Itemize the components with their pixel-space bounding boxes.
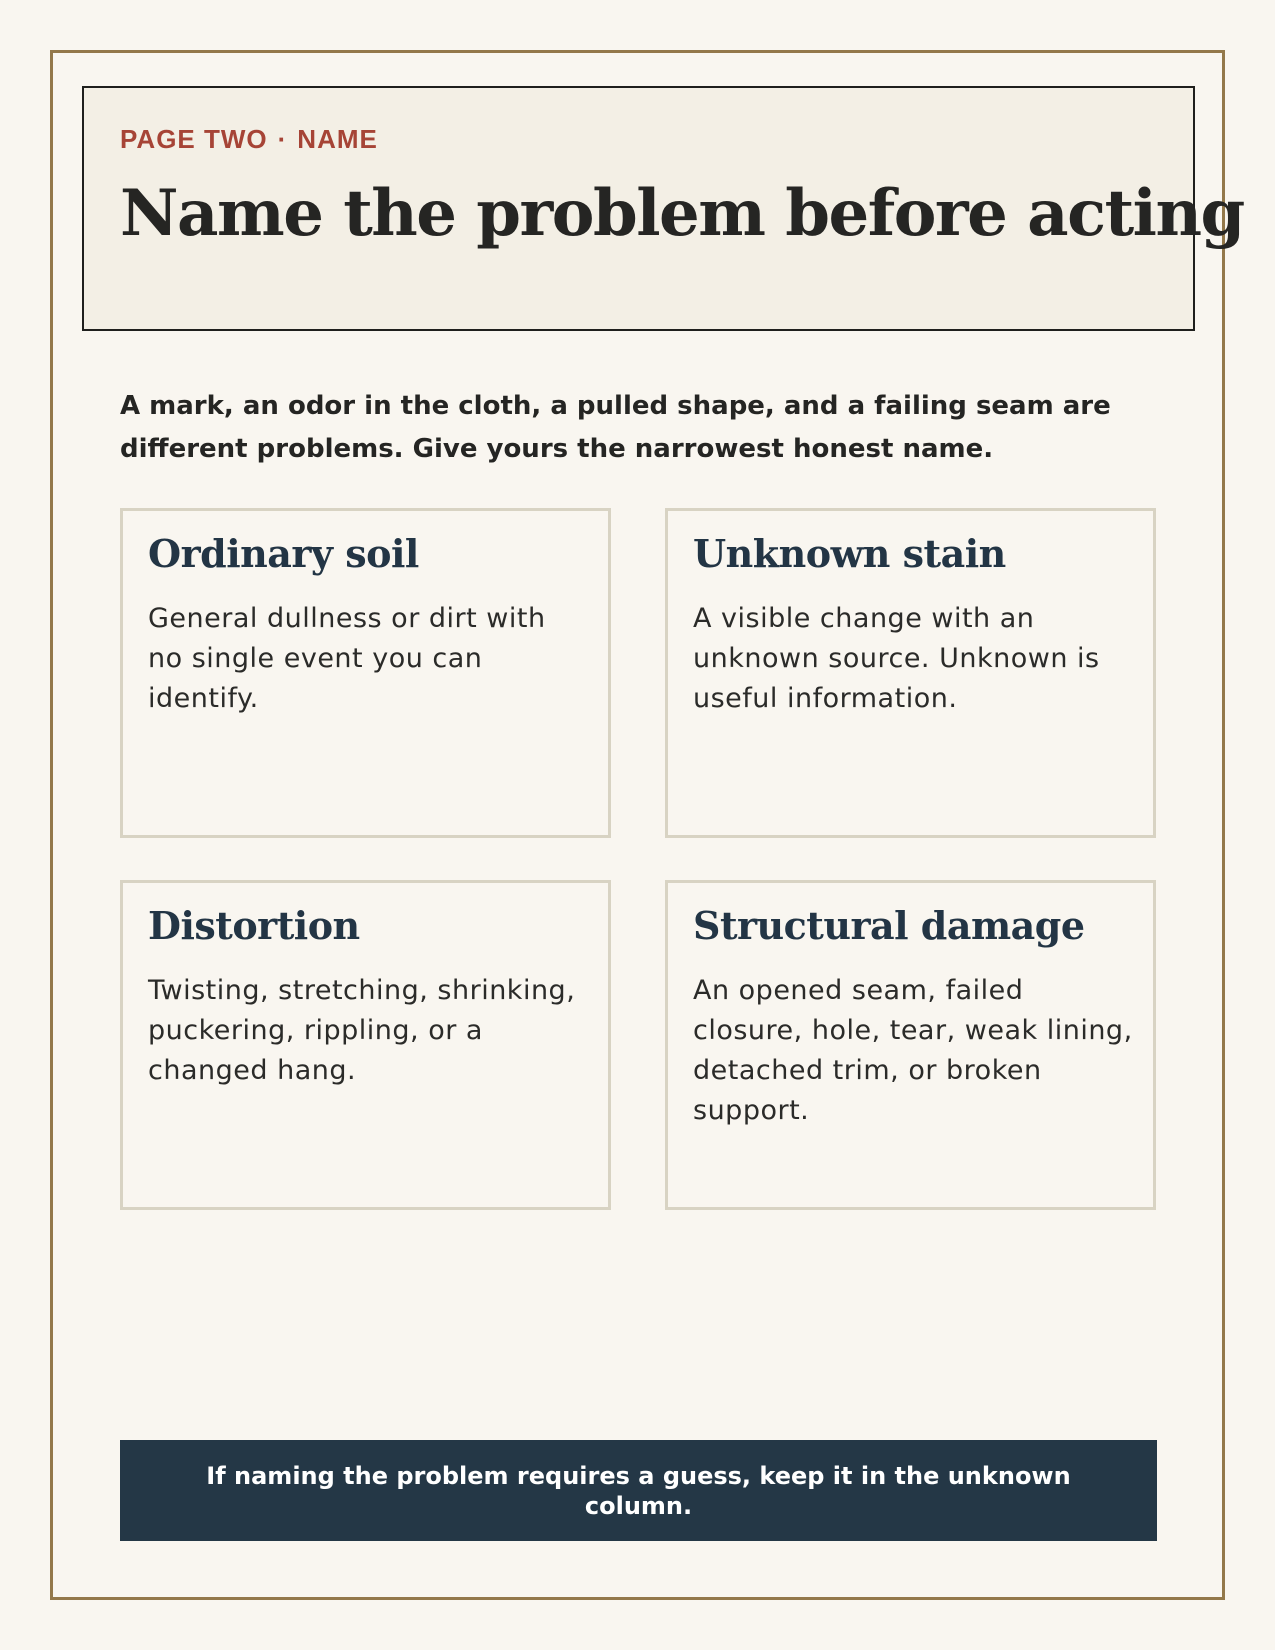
card-title: Structural damage [693,903,1085,948]
page-title: Name the problem before acting [120,176,1244,251]
card-body: General dullness or dirt with no single event you can identify. [148,603,546,714]
card-ordinary-soil [120,508,611,838]
card-body: A visible change with an unknown source. Unknown is useful information. [693,603,1100,714]
card-body: An opened seam, failed closure, hole, tear, weak lining, detached trim, or broken support. [693,975,1133,1126]
card-title: Unknown stain [693,531,1006,576]
eyebrow [120,124,378,155]
card-title: Distortion [148,903,360,948]
intro-text: A mark, an odor in the cloth, a pulled shape, and a failing seam are different problems. Give yours the narrowest honest name. [120,391,1111,464]
card-body: Twisting, stretching, shrinking, puckering, rippling, or a changed hang. [148,975,576,1086]
card-unknown-stain [665,508,1156,838]
card-title: Ordinary soil [148,531,419,576]
callout-banner [120,1440,1157,1541]
eyebrow-topic: NAME [297,124,378,154]
card-distortion [120,880,611,1210]
callout-text: If naming the problem requires a guess, keep it in the unknown column. [206,1461,1071,1520]
card-structural-damage [665,880,1156,1210]
header-box [82,86,1244,331]
eyebrow-section: PAGE TWO [120,124,268,154]
eyebrow-separator: · [277,124,288,154]
